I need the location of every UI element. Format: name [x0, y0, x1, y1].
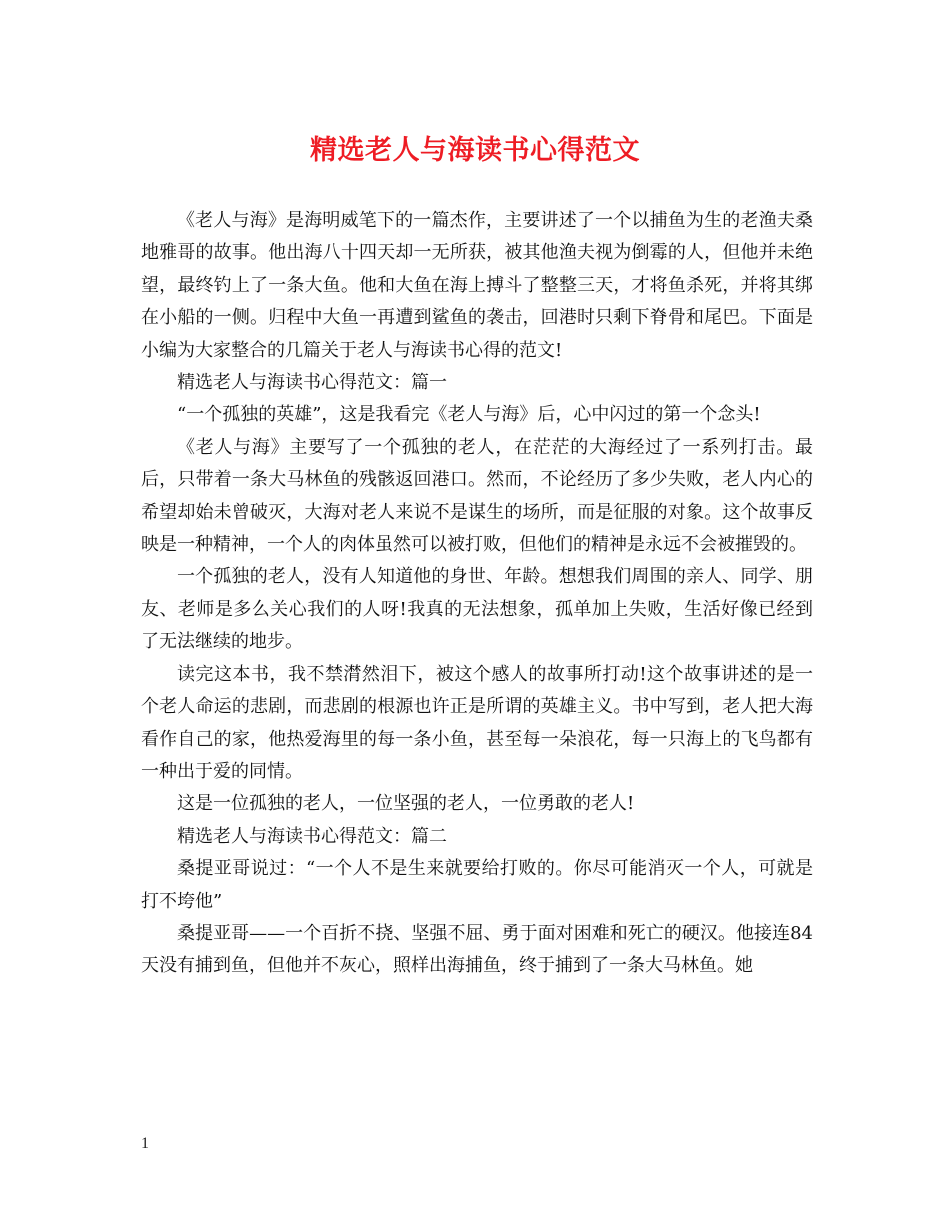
document-body: [141, 205, 813, 983]
paragraph: 《老人与海》主要写了一个孤独的老人，在茫茫的大海经过了一系列打击。最后，只带着一条大马林鱼的残骸返回港口。然而，不论经历了多少失败，老人内心的希望却始未曾破灭，大海对老人来说不是谋生的场所，而是征服的对象。这个故事反映是一种精神，一个人的肉体虽然可以被打败，但他们的精神是永远不会被摧毁的。: [141, 436, 813, 556]
paragraph: 读完这本书，我不禁潸然泪下，被这个感人的故事所打动!这个故事讲述的是一个老人命运的悲剧，而悲剧的根源也许正是所谓的英雄主义。书中写到，老人把大海看作自己的家，他热爱海里的每一条小鱼，甚至每一朵浪花，每一只海上的飞鸟都有一种出于爱的同情。: [141, 663, 813, 782]
paragraph: 一个孤独的老人，没有人知道他的身世、年龄。想想我们周围的亲人、同学、朋友、老师是多么关心我们的人呀!我真的无法想象，孤单加上失败，生活好像已经到了无法继续的地步。: [141, 566, 813, 653]
paragraph: 桑提亚哥说过：“一个人不是生来就要给打败的。你尽可能消灭一个人，可就是打不垮他”: [141, 858, 813, 912]
section-heading-1: 精选老人与海读书心得范文：篇一: [177, 372, 447, 394]
paragraph: 桑提亚哥——一个百折不挠、坚强不屈、勇于面对困难和死亡的硬汉。他接连84天没有捕到鱼，但他并不灰心，照样出海捕鱼，终于捕到了一条大马林鱼。她: [141, 922, 813, 977]
document-title: 精选老人与海读书心得范文: [310, 135, 640, 166]
page-number: 1: [141, 1135, 149, 1152]
paragraph-intro: 《老人与海》是海明威笔下的一篇杰作，主要讲述了一个以捕鱼为生的老渔夫桑地雅哥的故事。他出海八十四天却一无所获，被其他渔夫视为倒霉的人，但他并未绝望，最终钓上了一条大鱼。他和大鱼在海上搏斗了整整三天，才将鱼杀死，并将其绑在小船的一侧。归程中大鱼一再遭到鲨鱼的袭击，回港时只剩下脊骨和尾巴。下面是小编为大家整合的几篇关于老人与海读书心得的范文!: [141, 210, 813, 361]
paragraph: 这是一位孤独的老人，一位坚强的老人，一位勇敢的老人!: [177, 793, 635, 815]
section-heading-2: 精选老人与海读书心得范文：篇二: [177, 825, 447, 847]
paragraph: “一个孤独的英雄”，这是我看完《老人与海》后，心中闪过的第一个念头!: [177, 404, 761, 426]
